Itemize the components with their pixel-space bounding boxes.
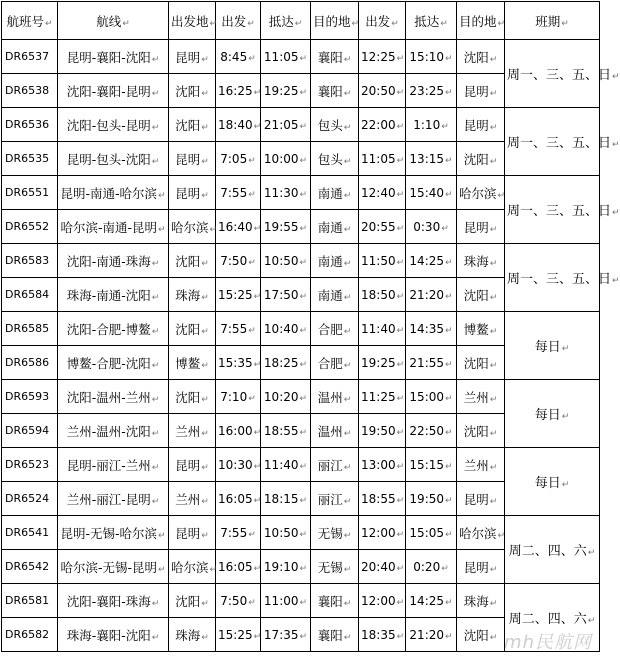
arrival-2-cell: 23:25↵ (406, 74, 457, 108)
origin-cell: 珠海↵ (169, 618, 216, 652)
route-cell: 珠海-襄阳-沈阳↵ (58, 618, 169, 652)
header-arrival-2: 抵达↵ (406, 2, 457, 40)
arrival-2-cell: 14:25↵ (406, 244, 457, 278)
watermark-logo: mh民航网 (504, 632, 592, 653)
flight-number-cell: DR6585 (2, 312, 58, 346)
departure-2-cell: 12:25↵ (359, 40, 406, 74)
stopover-cell: 南通↵ (311, 244, 359, 278)
schedule-days-cell: 周二、四、六↵ (505, 516, 600, 584)
header-route: 航线↵ (58, 2, 169, 40)
departure-2-cell: 18:35↵ (359, 618, 406, 652)
departure-2-cell: 20:50↵ (359, 74, 406, 108)
route-cell: 沈阳-包头-昆明↵ (58, 108, 169, 142)
destination-cell: 珠海↵ (457, 584, 505, 618)
departure-1-cell: 16:05↵ (216, 482, 261, 516)
arrival-2-cell: 21:20↵ (406, 278, 457, 312)
flight-number-cell: DR6551 (2, 176, 58, 210)
stopover-cell: 襄阳↵ (311, 74, 359, 108)
arrival-1-cell: 19:55↵ (261, 210, 311, 244)
flight-number-cell: DR6535 (2, 142, 58, 176)
stopover-cell: 襄阳↵ (311, 618, 359, 652)
arrival-1-cell: 18:15↵ (261, 482, 311, 516)
stopover-cell: 温州↵ (311, 380, 359, 414)
arrival-2-cell: 15:40↵ (406, 176, 457, 210)
departure-2-cell: 11:05↵ (359, 142, 406, 176)
table-row (2, 448, 600, 482)
destination-cell: 沈阳↵ (457, 346, 505, 380)
origin-cell: 兰州↵ (169, 414, 216, 448)
flight-number-cell: DR6583 (2, 244, 58, 278)
destination-cell: 珠海↵ (457, 244, 505, 278)
departure-1-cell: 16:05↵ (216, 550, 261, 584)
flight-number-cell: DR6523 (2, 448, 58, 482)
header-destination: 目的地↵ (457, 2, 505, 40)
departure-1-cell: 7:50↵ (216, 244, 261, 278)
departure-2-cell: 18:50↵ (359, 278, 406, 312)
flight-number-cell: DR6537 (2, 40, 58, 74)
arrival-1-cell: 19:25↵ (261, 74, 311, 108)
arrival-2-cell: 15:15↵ (406, 448, 457, 482)
header-origin: 出发地↵ (169, 2, 216, 40)
header-departure-1: 出发↵ (216, 2, 261, 40)
destination-cell: 昆明↵ (457, 74, 505, 108)
destination-cell: 沈阳↵ (457, 618, 505, 652)
route-cell: 昆明-南通-哈尔滨↵ (58, 176, 169, 210)
departure-1-cell: 7:50↵ (216, 584, 261, 618)
stopover-cell: 南通↵ (311, 176, 359, 210)
departure-1-cell: 7:10↵ (216, 380, 261, 414)
schedule-days-cell: 周一、三、五、日↵ (505, 176, 600, 244)
departure-1-cell: 8:45↵ (216, 40, 261, 74)
flight-number-cell: DR6542 (2, 550, 58, 584)
origin-cell: 博鳌↵ (169, 346, 216, 380)
origin-cell: 沈阳↵ (169, 380, 216, 414)
header-row (2, 2, 600, 40)
route-cell: 沈阳-南通-珠海↵ (58, 244, 169, 278)
arrival-1-cell: 19:10↵ (261, 550, 311, 584)
arrival-2-cell: 13:15↵ (406, 142, 457, 176)
destination-cell: 兰州↵ (457, 448, 505, 482)
arrival-2-cell: 15:10↵ (406, 40, 457, 74)
route-cell: 沈阳-合肥-博鳌↵ (58, 312, 169, 346)
flight-number-cell: DR6524 (2, 482, 58, 516)
arrival-2-cell: 1:10↵ (406, 108, 457, 142)
departure-1-cell: 15:25↵ (216, 278, 261, 312)
destination-cell: 昆明↵ (457, 550, 505, 584)
arrival-1-cell: 18:25↵ (261, 346, 311, 380)
origin-cell: 昆明↵ (169, 448, 216, 482)
route-cell: 昆明-包头-沈阳↵ (58, 142, 169, 176)
flight-number-cell: DR6584 (2, 278, 58, 312)
flight-number-cell: DR6594 (2, 414, 58, 448)
flight-number-cell: DR6538 (2, 74, 58, 108)
table-row (2, 40, 600, 74)
arrival-2-cell: 22:50↵ (406, 414, 457, 448)
departure-1-cell: 7:55↵ (216, 176, 261, 210)
schedule-days-cell: 周二、四、六↵ (505, 584, 600, 652)
destination-cell: 昆明↵ (457, 482, 505, 516)
table-row (2, 244, 600, 278)
departure-1-cell: 15:35↵ (216, 346, 261, 380)
departure-2-cell: 11:40↵ (359, 312, 406, 346)
origin-cell: 哈尔滨↵ (169, 550, 216, 584)
schedule-days-cell: 周一、三、五、日↵ (505, 40, 600, 108)
flight-number-cell: DR6536 (2, 108, 58, 142)
table-row (2, 176, 600, 210)
stopover-cell: 包头↵ (311, 142, 359, 176)
departure-2-cell: 12:00↵ (359, 584, 406, 618)
arrival-2-cell: 0:20↵ (406, 550, 457, 584)
departure-2-cell: 20:55↵ (359, 210, 406, 244)
arrival-1-cell: 10:40↵ (261, 312, 311, 346)
destination-cell: 沈阳↵ (457, 142, 505, 176)
departure-2-cell: 19:25↵ (359, 346, 406, 380)
arrival-2-cell: 15:00↵ (406, 380, 457, 414)
destination-cell: 沈阳↵ (457, 278, 505, 312)
departure-1-cell: 10:30↵ (216, 448, 261, 482)
departure-2-cell: 18:55↵ (359, 482, 406, 516)
origin-cell: 昆明↵ (169, 516, 216, 550)
flight-number-cell: DR6541 (2, 516, 58, 550)
stopover-cell: 襄阳↵ (311, 584, 359, 618)
route-cell: 昆明-襄阳-沈阳↵ (58, 40, 169, 74)
origin-cell: 哈尔滨↵ (169, 210, 216, 244)
route-cell: 沈阳-温州-兰州↵ (58, 380, 169, 414)
route-cell: 昆明-丽江-兰州↵ (58, 448, 169, 482)
departure-2-cell: 12:00↵ (359, 516, 406, 550)
departure-1-cell: 16:25↵ (216, 74, 261, 108)
departure-2-cell: 19:50↵ (359, 414, 406, 448)
route-cell: 珠海-南通-沈阳↵ (58, 278, 169, 312)
stopover-cell: 无锡↵ (311, 550, 359, 584)
origin-cell: 兰州↵ (169, 482, 216, 516)
destination-cell: 兰州↵ (457, 380, 505, 414)
origin-cell: 沈阳↵ (169, 244, 216, 278)
departure-1-cell: 16:40↵ (216, 210, 261, 244)
destination-cell: 沈阳↵ (457, 414, 505, 448)
origin-cell: 昆明↵ (169, 176, 216, 210)
destination-cell: 沈阳↵ (457, 40, 505, 74)
destination-cell: 昆明↵ (457, 210, 505, 244)
stopover-cell: 合肥↵ (311, 346, 359, 380)
stopover-cell: 温州↵ (311, 414, 359, 448)
schedule-days-cell: 每日↵ (505, 312, 600, 380)
table-row (2, 312, 600, 346)
flight-schedule-table (1, 1, 620, 652)
departure-1-cell: 7:55↵ (216, 516, 261, 550)
origin-cell: 沈阳↵ (169, 312, 216, 346)
route-cell: 沈阳-襄阳-珠海↵ (58, 584, 169, 618)
flight-number-cell: DR6586 (2, 346, 58, 380)
schedule-days-cell: 每日↵ (505, 380, 600, 448)
route-cell: 兰州-温州-沈阳↵ (58, 414, 169, 448)
stopover-cell: 包头↵ (311, 108, 359, 142)
flight-number-cell: DR6593 (2, 380, 58, 414)
departure-2-cell: 11:50↵ (359, 244, 406, 278)
table-row (2, 584, 600, 618)
arrival-2-cell: 19:50↵ (406, 482, 457, 516)
route-cell: 哈尔滨-南通-昆明↵ (58, 210, 169, 244)
stopover-cell: 襄阳↵ (311, 40, 359, 74)
origin-cell: 沈阳↵ (169, 74, 216, 108)
arrival-1-cell: 10:00↵ (261, 142, 311, 176)
schedule-days-cell: 每日↵ (505, 448, 600, 516)
origin-cell: 昆明↵ (169, 142, 216, 176)
table-row (2, 516, 600, 550)
departure-2-cell: 12:40↵ (359, 176, 406, 210)
stopover-cell: 合肥↵ (311, 312, 359, 346)
arrival-1-cell: 18:55↵ (261, 414, 311, 448)
route-cell: 哈尔滨-无锡-昆明↵ (58, 550, 169, 584)
departure-1-cell: 16:00↵ (216, 414, 261, 448)
arrival-1-cell: 11:30↵ (261, 176, 311, 210)
flight-number-cell: DR6581 (2, 584, 58, 618)
arrival-1-cell: 10:50↵ (261, 516, 311, 550)
route-cell: 沈阳-襄阳-昆明↵ (58, 74, 169, 108)
arrival-1-cell: 11:40↵ (261, 448, 311, 482)
stopover-cell: 丽江↵ (311, 482, 359, 516)
arrival-1-cell: 21:05↵ (261, 108, 311, 142)
departure-2-cell: 13:00↵ (359, 448, 406, 482)
stopover-cell: 无锡↵ (311, 516, 359, 550)
origin-cell: 沈阳↵ (169, 108, 216, 142)
schedule-days-cell: 周一、三、五、日↵ (505, 244, 600, 312)
departure-1-cell: 18:40↵ (216, 108, 261, 142)
arrival-2-cell: 14:35↵ (406, 312, 457, 346)
origin-cell: 昆明↵ (169, 40, 216, 74)
arrival-2-cell: 14:25↵ (406, 584, 457, 618)
arrival-1-cell: 17:50↵ (261, 278, 311, 312)
arrival-2-cell: 21:20↵ (406, 618, 457, 652)
header-arrival-1: 抵达↵ (261, 2, 311, 40)
destination-cell: 博鳌↵ (457, 312, 505, 346)
flight-number-cell: DR6582 (2, 618, 58, 652)
stopover-cell: 丽江↵ (311, 448, 359, 482)
route-cell: 兰州-丽江-昆明↵ (58, 482, 169, 516)
departure-2-cell: 11:25↵ (359, 380, 406, 414)
arrival-2-cell: 21:55↵ (406, 346, 457, 380)
arrival-1-cell: 11:00↵ (261, 584, 311, 618)
header-schedule: 班期↵ (505, 2, 600, 40)
departure-2-cell: 22:00↵ (359, 108, 406, 142)
destination-cell: 昆明↵ (457, 108, 505, 142)
flight-number-cell: DR6552 (2, 210, 58, 244)
departure-2-cell: 20:40↵ (359, 550, 406, 584)
table-row (2, 380, 600, 414)
destination-cell: 哈尔滨↵ (457, 516, 505, 550)
header-flight-no: 航班号↵ (2, 2, 58, 40)
stopover-cell: 南通↵ (311, 210, 359, 244)
departure-1-cell: 7:05↵ (216, 142, 261, 176)
stopover-cell: 南通↵ (311, 278, 359, 312)
arrival-1-cell: 10:20↵ (261, 380, 311, 414)
arrival-1-cell: 17:35↵ (261, 618, 311, 652)
table-row (2, 108, 600, 142)
destination-cell: 哈尔滨↵ (457, 176, 505, 210)
arrival-2-cell: 15:05↵ (406, 516, 457, 550)
departure-1-cell: 7:55↵ (216, 312, 261, 346)
schedule-rows (2, 40, 620, 652)
arrival-2-cell: 0:30↵ (406, 210, 457, 244)
origin-cell: 沈阳↵ (169, 584, 216, 618)
route-cell: 博鳌-合肥-沈阳↵ (58, 346, 169, 380)
route-cell: 昆明-无锡-哈尔滨↵ (58, 516, 169, 550)
arrival-1-cell: 10:50↵ (261, 244, 311, 278)
header-stopover: 目的地↵ (311, 2, 359, 40)
header-departure-2: 出发↵ (359, 2, 406, 40)
departure-1-cell: 15:25↵ (216, 618, 261, 652)
schedule-days-cell: 周一、三、五、日↵ (505, 108, 600, 176)
origin-cell: 珠海↵ (169, 278, 216, 312)
arrival-1-cell: 11:05↵ (261, 40, 311, 74)
